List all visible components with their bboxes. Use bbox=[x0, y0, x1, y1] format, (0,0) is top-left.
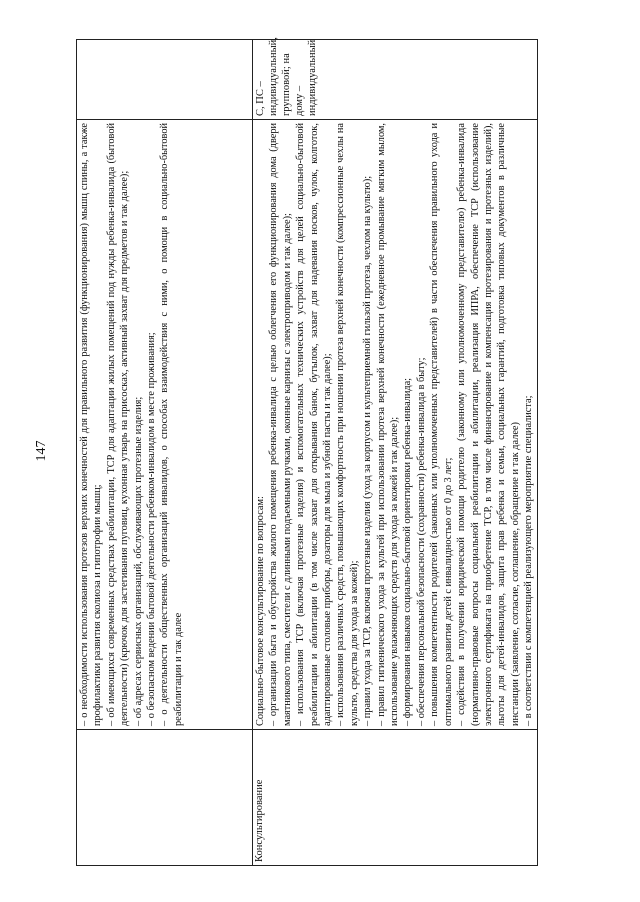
format-cell: С, ПС – индивидуальный, групповой; на дому – индивидуальный bbox=[253, 40, 538, 120]
list-item: – организации быта и обустройства жилого помещения ребенка-инвалида с целью облегчения его функционирования дома (двери маятникового типа, смесители с длинными подъемными ручками, оконные карнизы с электроприводом и так далее); bbox=[268, 123, 293, 726]
list-item: – о деятельности общественных организаций инвалидов, о способах взаимодействия с ними, о помощи в социально-бытовой реабилитации и так далее bbox=[159, 123, 184, 726]
list-item: – об адресах сервисных организаций, обслуживающих протезные изделия; bbox=[132, 396, 144, 726]
list-item: – содействия в получении юридической помощи родителю (законному или уполномоченному представителю) ребенка-инвалида (нормативно-правовые вопросы социальной реабилитации и абилитации, реализация ИПРА, обеспечение ТСР (использование электронного сертификата на приобретение ТСР, в том числе финансирование и компенсация протезирования и протезных изделий), льготы для детей-инвалидов, защита прав ребенка и семьи, социальных гарантий, подготовка типовых документов в различные инстанции (заявление, согласие, соглашение, обращение и так далее) bbox=[456, 123, 521, 726]
list-item: – об имеющихся современных средствах реабилитации, ТСР для адаптации жилых помещений под нужды ребенка-инвалида (бытовой деятельности) (крючок для застегивания пуговиц, кухонная утварь на присосках, активный захват для предметов и так далее); bbox=[105, 123, 131, 726]
page-number: 147 bbox=[34, 440, 49, 462]
table-row bbox=[253, 40, 538, 866]
format-cell bbox=[77, 40, 253, 120]
list-item: – правил гигиенического ухода за культей при использовании протеза верхней конечности (ежедневное промывание мягким мылом, использование увлажняющих средств для ухода за кожей и так далее); bbox=[375, 123, 401, 726]
list-item: – формирования навыков социально-бытовой ориентировки ребенка-инвалида; bbox=[402, 377, 414, 726]
rotated-landscape-sheet bbox=[30, 26, 610, 876]
list-item: – обеспечения персональной безопасности (сохранности) ребенка-инвалида в быту; bbox=[415, 357, 427, 726]
list-item: – использования ТСР (включая протезные изделия) и вспомогательных технических устройств для целей социально-бытовой реабилитации и абилитации (в том числе захват для открывания банок, бутылок, захват для надевания носков, чулок, колготок, адаптированные столовые приборы, дозаторы для мыла и зубной пасты и так далее); bbox=[295, 123, 334, 726]
list-item: – о безопасном ведении бытовой деятельности ребенком-инвалидом в месте проживания; bbox=[146, 332, 158, 726]
list-item: – повышения компетентности родителей (законных или уполномоченных представителей) в части обеспечения правильного ухода и оптимального развития детей с инвалидностью от 0 до 3 лет; bbox=[429, 123, 454, 726]
section-cell: Консультирование bbox=[253, 730, 538, 866]
content-cell bbox=[77, 120, 253, 730]
list-item: – использования различных средств, повышающих комфортность при ношении протеза верхней конечности (компрессионные чехлы на культю, средства для ухода за кожей); bbox=[335, 123, 360, 726]
list-item: – в соответствии с компетенцией реализующего мероприятие специалиста; bbox=[523, 395, 535, 726]
rehabilitation-table bbox=[76, 39, 538, 866]
list-item: – о необходимости использования протезов верхних конечностей для правильного развития (функционирования) мышц спины, а также профилактики развития сколиоза и гипотрофии мышц; bbox=[79, 123, 104, 726]
section-cell bbox=[77, 730, 253, 866]
list-intro: Социально-бытовое консультирование по вопросам: bbox=[255, 496, 266, 726]
list-item: – правил ухода за ТСР, включая протезные изделия (уход за корпусом и культеприемной гильзой протеза, чехлом на культю); bbox=[362, 175, 374, 726]
table-row bbox=[77, 40, 253, 866]
content-cell bbox=[253, 120, 538, 730]
